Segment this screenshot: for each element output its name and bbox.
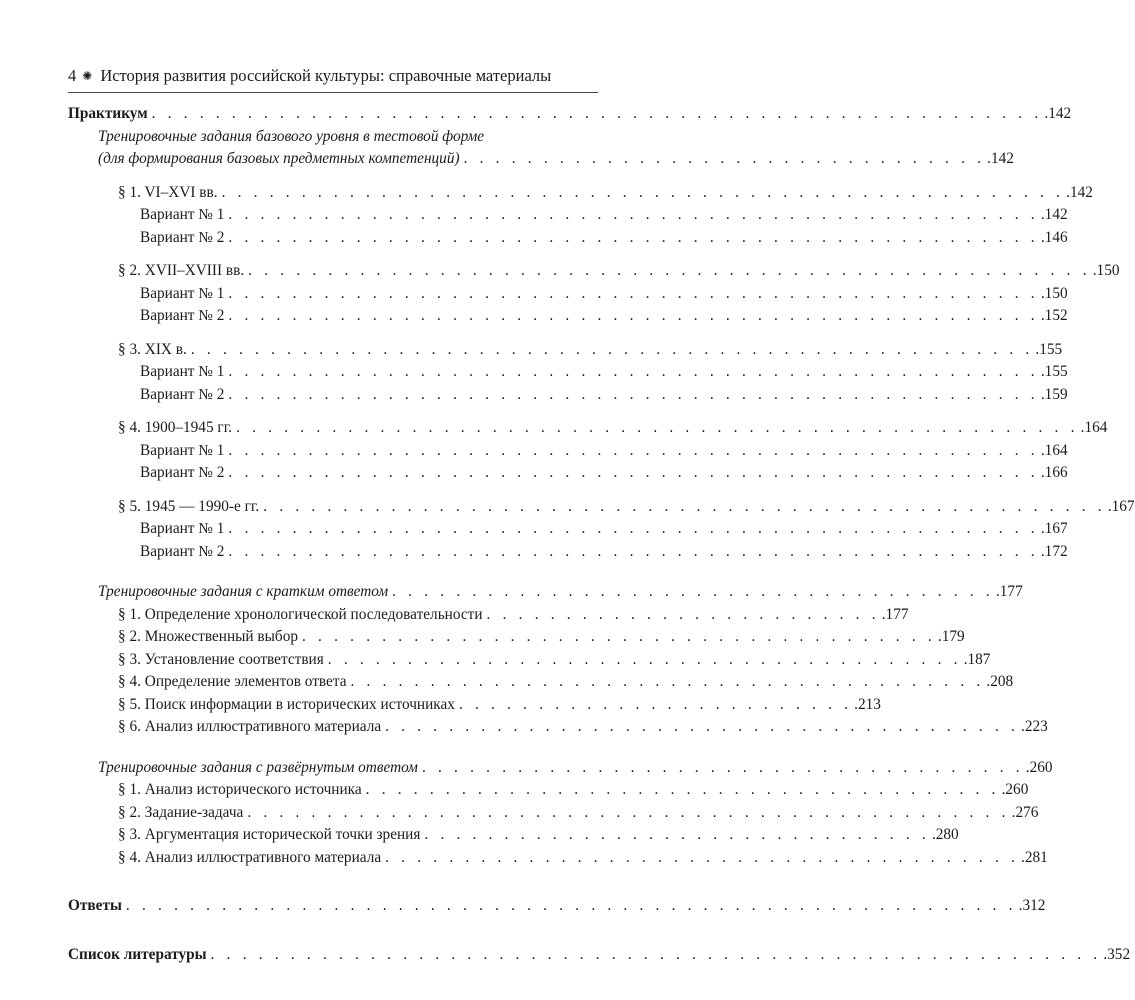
toc-page [68, 64, 1135, 966]
leader-dots: . . . . . . . . . . . . . . . . . . . . . . . . . . . . . . . . . . . . . . . . . . . . . . . . . . . [228, 228, 1039, 246]
toc-entry-section-3[interactable]: § 3. XIX в. . . . . . . . . . . . . . . . . . . . . . . . . . . . . . . . . . . . . . . . . . . . . . . . . . . . . . .155 [68, 339, 598, 362]
leader-dots: . . . . . . . . . . . . . . . . . . . . . . . . . . . . . . . . . . . . . . . . . . . . . . . . . . . . . [248, 262, 1091, 279]
leader-dots: . . . . . . . . . . . . . . . . . . . . . . . . . . . . . . . . . . . . . . . . [350, 673, 985, 690]
leader-dots: . . . . . . . . . . . . . . . . . . . . . . . . . . . . . . . . . . . . . . . . . . . . . . . . . . . . . [221, 183, 1065, 201]
leader-dots: . . . . . . . . . . . . . . . . . . . . . . . . . . . . . . . . . . . . . . . . . . . . . . . . . . . [228, 464, 1039, 481]
toc-entry-literature[interactable]: Список литературы . . . . . . . . . . . . . . . . . . . . . . . . . . . . . . . . . . . . . . . . . . . . . . . . . . . . . . . . .352 [68, 944, 598, 967]
leader-dots: . . . . . . . . . . . . . . . . . . . . . . . . . . . . . . . . . . . . . . . . [302, 628, 936, 645]
leader-dots: . . . . . . . . . . . . . . . . . . . . . . . . . . . . . . . . . . . . . . . . . . . . . . . . . . . . . . . . [151, 105, 1043, 122]
toc-entry-section-5[interactable]: § 5. 1945 — 1990-е гг. . . . . . . . . . . . . . . . . . . . . . . . . . . . . . . . . . . . . . . . . . . . . . . . . . . . . . .167 [68, 496, 598, 519]
running-header [68, 64, 598, 93]
toc-entry-variant[interactable]: Вариант № 2 . . . . . . . . . . . . . . . . . . . . . . . . . . . . . . . . . . . . . . . . . . . . . . . . . . . .166 [68, 462, 598, 485]
toc-entry-short-item[interactable]: § 4. Определение элементов ответа . . . . . . . . . . . . . . . . . . . . . . . . . . . . . . . . . . . . . . . . .208 [68, 671, 598, 694]
leader-dots: . . . . . . . . . . . . . . . . . . . . . . . . . . . . . . . . . . . . . . . . . . . . . . . . . . . [228, 542, 1039, 560]
leader-dots: . . . . . . . . . . . . . . . . . . . . . . . . . . . . . . . . . . . . . . . . . . . . . . . . . . . . . . . . [125, 897, 1017, 914]
page-number: 4 [68, 66, 77, 85]
toc-entry-section-2[interactable]: § 2. XVII–XVIII вв. . . . . . . . . . . . . . . . . . . . . . . . . . . . . . . . . . . . . . . . . . . . . . . . . . . . . . .150 [68, 260, 598, 283]
toc-entry-variant[interactable]: Вариант № 1 . . . . . . . . . . . . . . . . . . . . . . . . . . . . . . . . . . . . . . . . . . . . . . . . . . . .155 [68, 361, 598, 384]
toc-entry-extended-item[interactable]: § 1. Анализ исторического источника . . . . . . . . . . . . . . . . . . . . . . . . . . . . . . . . . . . . . . . . .260 [68, 779, 598, 802]
toc-entry-praktikum[interactable]: Практикум . . . . . . . . . . . . . . . . . . . . . . . . . . . . . . . . . . . . . . . . . . . . . . . . . . . . . . . . .142 [68, 103, 598, 126]
leader-dots: . . . . . . . . . . . . . . . . . . . . . . . . . . . . . . . . . . . . . . . . [385, 718, 1020, 735]
toc-entry-variant[interactable]: Вариант № 1 . . . . . . . . . . . . . . . . . . . . . . . . . . . . . . . . . . . . . . . . . . . . . . . . . . . .167 [68, 518, 598, 541]
toc-entry-variant[interactable]: Вариант № 2 . . . . . . . . . . . . . . . . . . . . . . . . . . . . . . . . . . . . . . . . . . . . . . . . . . . .146 [68, 227, 598, 250]
leader-dots: . . . . . . . . . . . . . . . . . . . . . . . . . . . . . . . . . [463, 150, 986, 167]
toc-entry-variant[interactable]: Вариант № 2 . . . . . . . . . . . . . . . . . . . . . . . . . . . . . . . . . . . . . . . . . . . . . . . . . . . .172 [68, 541, 598, 564]
toc-entry-short-item[interactable]: § 5. Поиск информации в исторических источниках . . . . . . . . . . . . . . . . . . . . . . . . . .213 [68, 694, 598, 717]
toc-entry-variant[interactable]: Вариант № 1 . . . . . . . . . . . . . . . . . . . . . . . . . . . . . . . . . . . . . . . . . . . . . . . . . . . .164 [68, 440, 598, 463]
leader-dots: . . . . . . . . . . . . . . . . . . . . . . . . . . . . . . . . . . . . . . . . . . . . . . . . . . . [228, 520, 1039, 537]
leader-dots: . . . . . . . . . . . . . . . . . . . . . . . . . . . . . . . . . . . . . . . . . . . . . . . . . . . . . . . . [210, 945, 1102, 963]
toc-entry-section-1[interactable]: § 1. VI–XVI вв. . . . . . . . . . . . . . . . . . . . . . . . . . . . . . . . . . . . . . . . . . . . . . . . . . . . . . .142 [68, 182, 598, 205]
leader-dots: . . . . . . . . . . . . . . . . . . . . . . . . . . . . . . . . . . . . . . . . . . . . . . . . . . . [228, 307, 1039, 324]
leader-dots: . . . . . . . . . . . . . . . . . . . . . . . . . . . . . . . . . . . . . . . . . . . . . . . . . . . [228, 363, 1039, 380]
toc-entry-base-tasks[interactable]: Тренировочные задания базового уровня в тестовой форме (для формирования базовых предметных компетенций) . . . . . . . . . . . . . . . . . . . . . . . . . . . . . . . . . .142 [68, 126, 598, 171]
leader-dots: . . . . . . . . . . . . . . . . . . . . . . . . . . . . . . . . . . . . . . . . . . . . . . . . . . . [228, 206, 1039, 223]
toc-entry-short-answer-tasks[interactable]: Тренировочные задания с кратким ответом . . . . . . . . . . . . . . . . . . . . . . . . . . . . . . . . . . . . . . .177 [68, 581, 598, 604]
toc-entry-variant[interactable]: Вариант № 1 . . . . . . . . . . . . . . . . . . . . . . . . . . . . . . . . . . . . . . . . . . . . . . . . . . . .150 [68, 283, 598, 306]
toc-entry-short-item[interactable]: § 2. Множественный выбор . . . . . . . . . . . . . . . . . . . . . . . . . . . . . . . . . . . . . . . . .179 [68, 626, 598, 649]
toc-entry-extended-item[interactable]: § 3. Аргументация исторической точки зрения . . . . . . . . . . . . . . . . . . . . . . . . . . . . . . . . .280 [68, 824, 598, 847]
leader-dots: . . . . . . . . . . . . . . . . . . . . . . . . . . . . . . . . . . . . . . . . . . . . . . . . . . . . . [236, 419, 1079, 436]
toc-entry-extended-item[interactable]: § 4. Анализ иллюстративного материала . . . . . . . . . . . . . . . . . . . . . . . . . . . . . . . . . . . . . . . . .281 [68, 847, 598, 870]
toc-entry-short-item[interactable]: § 6. Анализ иллюстративного материала . . . . . . . . . . . . . . . . . . . . . . . . . . . . . . . . . . . . . . . . .223 [68, 716, 598, 739]
toc-entry-variant[interactable]: Вариант № 2 . . . . . . . . . . . . . . . . . . . . . . . . . . . . . . . . . . . . . . . . . . . . . . . . . . . .159 [68, 384, 598, 407]
leader-dots: . . . . . . . . . . . . . . . . . . . . . . . . . . . . . . . . . . . . . . . . [365, 781, 1000, 798]
leader-dots: . . . . . . . . . . . . . . . . . . . . . . . . . . . . . . . . . . . . . . . . [327, 650, 962, 668]
sun-ornament-icon: ✺ [82, 68, 93, 83]
leader-dots: . . . . . . . . . . . . . . . . . . . . . . . . . [458, 695, 853, 713]
leader-dots: . . . . . . . . . . . . . . . . . . . . . . . . . . . . . . . . . . . . . . . . . . . . . . . . . . . [228, 284, 1039, 302]
leader-dots: . . . . . . . . . . . . . . . . . . . . . . . . . . . . . . . . . . . . . . [421, 758, 1024, 776]
leader-dots: . . . . . . . . . . . . . . . . . . . . . . . . . . . . . . . . . . . . . . . . . . . . . . . . [247, 803, 1010, 821]
leader-dots: . . . . . . . . . . . . . . . . . . . . . . . . . . . . . . . . . . . . . . . . [385, 848, 1020, 866]
toc-entry-short-item[interactable]: § 1. Определение хронологической последовательности . . . . . . . . . . . . . . . . . . . . . . . . . .177 [68, 604, 598, 627]
table-of-contents [68, 103, 1135, 966]
toc-entry-extended-answer-tasks[interactable]: Тренировочные задания с развёрнутым ответом . . . . . . . . . . . . . . . . . . . . . . . . . . . . . . . . . . . . . . .260 [68, 757, 598, 780]
leader-dots: . . . . . . . . . . . . . . . . . . . . . . . . . . . . . . . . . . . . . . . . . . . . . . . . . . . . . [190, 340, 1034, 358]
toc-entry-variant[interactable]: Вариант № 2 . . . . . . . . . . . . . . . . . . . . . . . . . . . . . . . . . . . . . . . . . . . . . . . . . . . .152 [68, 305, 598, 328]
toc-entry-short-item[interactable]: § 3. Установление соответствия . . . . . . . . . . . . . . . . . . . . . . . . . . . . . . . . . . . . . . . . .187 [68, 649, 598, 672]
leader-dots: . . . . . . . . . . . . . . . . . . . . . . . . . . . . . . . . . . . . . . . . . . . . . . . . . . . [228, 385, 1039, 403]
leader-dots: . . . . . . . . . . . . . . . . . . . . . . . . . . . . . . . . [424, 826, 930, 843]
leader-dots: . . . . . . . . . . . . . . . . . . . . . . . . . . . . . . . . . . . . . . [392, 583, 994, 600]
toc-entry-variant[interactable]: Вариант № 1 . . . . . . . . . . . . . . . . . . . . . . . . . . . . . . . . . . . . . . . . . . . . . . . . . . . .142 [68, 204, 598, 227]
leader-dots: . . . . . . . . . . . . . . . . . . . . . . . . . . . . . . . . . . . . . . . . . . . . . . . . . . . . . [263, 497, 1106, 515]
leader-dots: . . . . . . . . . . . . . . . . . . . . . . . . . [486, 605, 880, 623]
toc-entry-answers[interactable]: Ответы . . . . . . . . . . . . . . . . . . . . . . . . . . . . . . . . . . . . . . . . . . . . . . . . . . . . . . . . .312 [68, 895, 598, 918]
running-title: История развития российской культуры: справочные материалы [100, 66, 552, 85]
leader-dots: . . . . . . . . . . . . . . . . . . . . . . . . . . . . . . . . . . . . . . . . . . . . . . . . . . . [228, 441, 1039, 459]
toc-entry-extended-item[interactable]: § 2. Задание-задача . . . . . . . . . . . . . . . . . . . . . . . . . . . . . . . . . . . . . . . . . . . . . . . . .276 [68, 802, 598, 825]
toc-entry-section-4[interactable]: § 4. 1900–1945 гг. . . . . . . . . . . . . . . . . . . . . . . . . . . . . . . . . . . . . . . . . . . . . . . . . . . . . . .164 [68, 417, 598, 440]
